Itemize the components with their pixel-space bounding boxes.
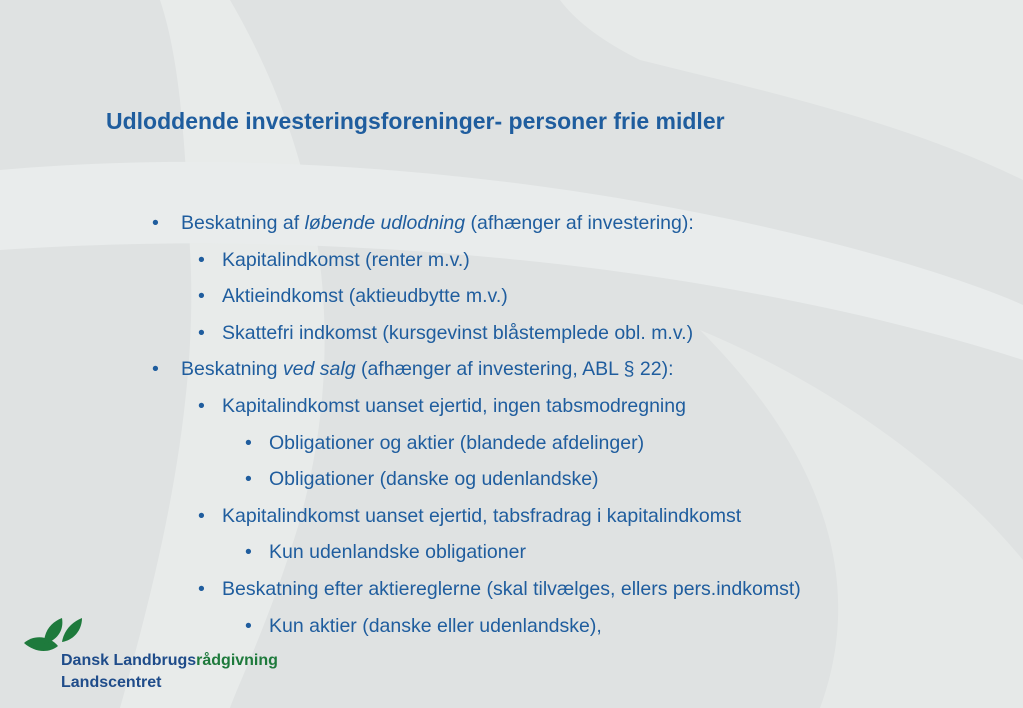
bullet-level1 — [152, 208, 801, 245]
slide-title: Udloddende investeringsforeninger- personer frie midler — [106, 108, 725, 134]
bullet-level1 — [152, 354, 801, 391]
bullet-text: Obligationer og aktier (blandede afdelinger) — [269, 431, 645, 454]
bullet-level2 — [152, 501, 801, 538]
logo-name — [61, 652, 278, 670]
bullet-text: Kapitalindkomst uanset ejertid, ingen tabsmodregning — [222, 394, 686, 417]
bullet-text: Kun aktier (danske eller udenlandske), — [269, 614, 602, 637]
bullet-level2 — [152, 391, 801, 428]
bullet-marker: • — [245, 614, 252, 637]
emphasized-text: løbende udlodning — [304, 212, 466, 234]
bullet-level2 — [152, 245, 801, 282]
bullet-text: Beskatning — [181, 358, 283, 381]
bullet-level2 — [152, 318, 801, 355]
bullet-marker: • — [152, 358, 159, 381]
bullet-list — [152, 208, 801, 647]
bullet-level2 — [152, 574, 801, 611]
bullet-marker: • — [245, 541, 252, 564]
bullet-marker: • — [198, 504, 205, 527]
bullet-text: Aktieindkomst (aktieudbytte m.v.) — [222, 285, 508, 308]
bullet-marker: • — [198, 577, 205, 600]
bullet-marker: • — [245, 468, 252, 491]
bullet-marker: • — [198, 394, 205, 417]
bullet-marker: • — [245, 431, 252, 454]
bullet-text: Obligationer (danske og udenlandske) — [269, 468, 599, 491]
bullet-marker: • — [198, 321, 205, 344]
bullet-text: Beskatning efter aktiereglerne (skal tilvælges, ellers pers.indkomst) — [222, 577, 801, 600]
bullet-marker: • — [152, 212, 159, 234]
bullet-level3 — [152, 611, 801, 648]
logo-name-accent: rådgivning — [196, 652, 278, 669]
bullet-level3 — [152, 537, 801, 574]
bullet-level3 — [152, 464, 801, 501]
bullet-text: (afhænger af investering): — [465, 212, 694, 234]
bullet-text: Kun udenlandske obligationer — [269, 541, 526, 564]
bullet-marker: • — [198, 248, 205, 271]
bullet-marker: • — [198, 285, 205, 308]
emphasized-text: ved salg — [282, 358, 356, 381]
bullet-text: (afhænger af investering, ABL § 22): — [355, 358, 674, 381]
bullet-level3 — [152, 428, 801, 465]
bullet-text: Skattefri indkomst (kursgevinst blåstemplede obl. m.v.) — [222, 321, 694, 344]
bullet-text: Kapitalindkomst (renter m.v.) — [222, 248, 470, 271]
bullet-level2 — [152, 281, 801, 318]
logo-subtitle: Landscentret — [61, 674, 162, 691]
logo-name-main: Dansk Landbrugs — [61, 652, 197, 669]
bullet-text: Kapitalindkomst uanset ejertid, tabsfradrag i kapitalindkomst — [222, 504, 742, 527]
bullet-text: Beskatning af — [181, 212, 305, 234]
